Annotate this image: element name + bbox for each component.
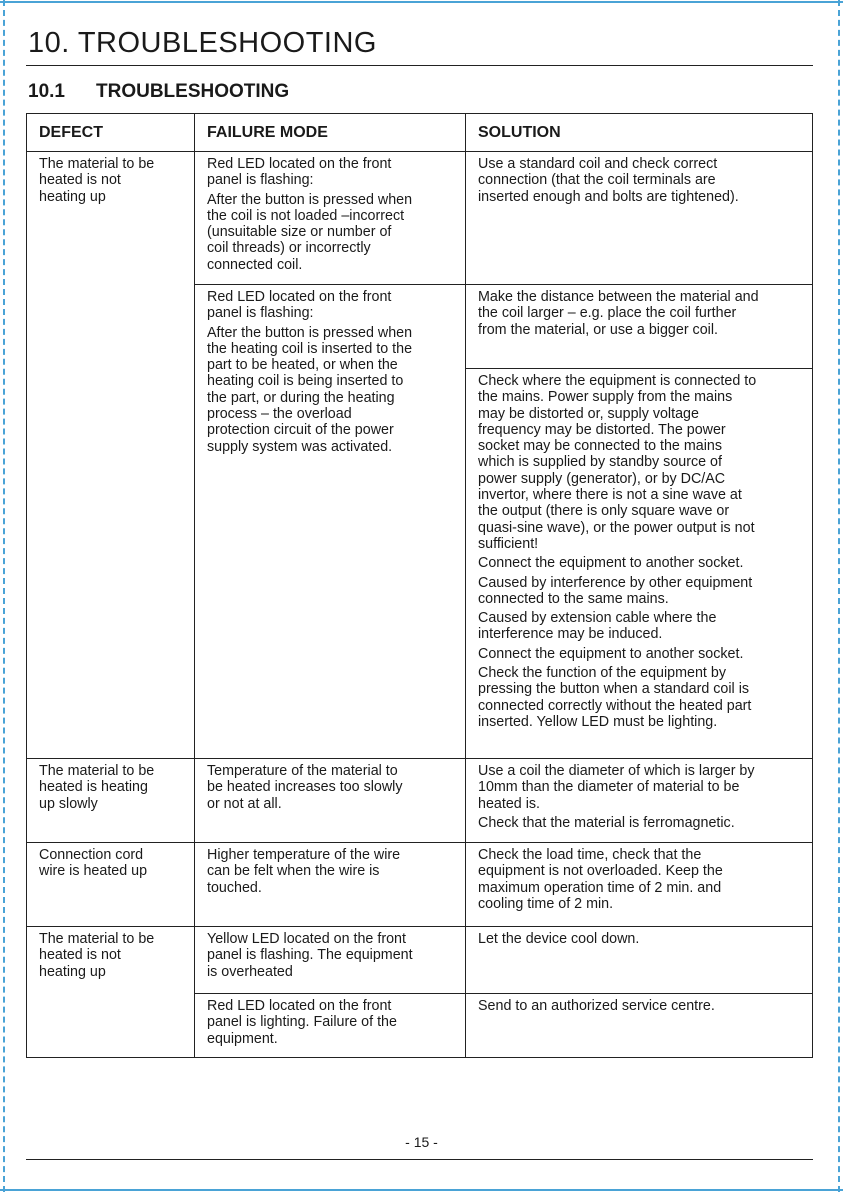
column-header-solution: SOLUTION bbox=[466, 114, 813, 152]
text-line: Use a standard coil and check correct bbox=[478, 156, 718, 172]
solution-text bbox=[478, 610, 806, 643]
defect-cell bbox=[27, 152, 195, 759]
text-line: The material to be bbox=[39, 931, 155, 947]
text-line: Check the function of the equipment by bbox=[478, 665, 726, 682]
solution-text bbox=[478, 847, 806, 912]
troubleshooting-table bbox=[26, 113, 813, 1058]
text-line: from the material, or use a bigger coil. bbox=[478, 321, 718, 338]
text-line: the mains. Power supply from the mains bbox=[478, 389, 733, 406]
text-line: part to be heated, or when the bbox=[207, 357, 398, 374]
text-line: supply system was activated. bbox=[207, 438, 393, 455]
failure-text bbox=[207, 998, 459, 1047]
section-heading bbox=[28, 81, 289, 103]
text-line: After the button is pressed when bbox=[207, 191, 413, 208]
failure-cell bbox=[195, 152, 466, 285]
table-row bbox=[27, 152, 813, 285]
solution-text bbox=[478, 156, 806, 205]
text-line: Red LED located on the front bbox=[207, 289, 392, 305]
text-line: the heating coil is inserted to the bbox=[207, 340, 413, 357]
solution-text bbox=[478, 373, 806, 552]
text-line: (unsuitable size or number of bbox=[207, 224, 392, 241]
defect-cell bbox=[27, 927, 195, 1058]
defect-text bbox=[39, 847, 188, 880]
page-edge-left bbox=[3, 0, 5, 1192]
text-line: heating coil is being inserted to bbox=[207, 373, 404, 390]
text-line: connection (that the coil terminals are bbox=[478, 172, 716, 189]
text-line: panel is lighting. Failure of the bbox=[207, 1014, 397, 1031]
solution-text bbox=[478, 555, 806, 571]
text-line: the output (there is only square wave or bbox=[478, 503, 730, 520]
text-line: may be distorted or, supply voltage bbox=[478, 405, 699, 422]
text-line: is overheated bbox=[207, 963, 293, 980]
text-line: panel is flashing. The equipment bbox=[207, 947, 413, 964]
text-line: heated is heating bbox=[39, 779, 148, 796]
failure-text bbox=[207, 192, 459, 273]
text-line: Let the device cool down. bbox=[478, 931, 640, 947]
section-title: TROUBLESHOOTING bbox=[96, 81, 290, 102]
failure-cell bbox=[195, 759, 466, 843]
text-line: Red LED located on the front bbox=[207, 998, 392, 1014]
text-line: pressing the button when a standard coil is bbox=[478, 681, 750, 698]
text-line: connected to the same mains. bbox=[478, 590, 669, 607]
footer-divider bbox=[26, 1159, 813, 1160]
table-row bbox=[27, 759, 813, 843]
page-edge-top bbox=[0, 1, 843, 3]
failure-text bbox=[207, 763, 459, 812]
text-line: maximum operation time of 2 min. and bbox=[478, 879, 722, 896]
text-line: After the button is pressed when bbox=[207, 324, 413, 341]
title-divider bbox=[26, 65, 813, 66]
text-line: heated is not bbox=[39, 947, 121, 964]
text-line: Check the load time, check that the bbox=[478, 847, 702, 863]
text-line: coil threads) or incorrectly bbox=[207, 240, 371, 257]
text-line: the coil larger – e.g. place the coil further bbox=[478, 305, 737, 322]
text-line: invertor, where there is not a sine wave at bbox=[478, 487, 742, 504]
text-line: heating up bbox=[39, 188, 106, 205]
solution-text bbox=[478, 815, 806, 831]
solution-text bbox=[478, 931, 806, 947]
text-line: wire is heated up bbox=[39, 863, 148, 880]
solution-cell bbox=[466, 994, 813, 1058]
table-row bbox=[27, 927, 813, 994]
text-line: protection circuit of the power bbox=[207, 422, 394, 439]
text-line: can be felt when the wire is bbox=[207, 863, 380, 880]
defect-cell bbox=[27, 843, 195, 927]
text-line: Check where the equipment is connected to bbox=[478, 373, 757, 389]
text-line: power supply (generator), or by DC/AC bbox=[478, 470, 726, 487]
text-line: frequency may be distorted. The power bbox=[478, 421, 726, 438]
text-line: quasi-sine wave), or the power output is not bbox=[478, 519, 755, 536]
solution-text bbox=[478, 646, 806, 662]
defect-text bbox=[39, 931, 188, 980]
text-line: Connect the equipment to another socket. bbox=[478, 555, 744, 572]
text-line: socket may be connected to the mains bbox=[478, 438, 722, 455]
text-line: cooling time of 2 min. bbox=[478, 895, 614, 912]
solution-text bbox=[478, 575, 806, 608]
text-line: Temperature of the material to bbox=[207, 763, 398, 779]
text-line: inserted enough and bolts are tightened). bbox=[478, 188, 739, 205]
text-line: Use a coil the diameter of which is larger by bbox=[478, 763, 755, 779]
chapter-title: 10. TROUBLESHOOTING bbox=[28, 27, 377, 59]
column-header-defect: DEFECT bbox=[27, 114, 195, 152]
text-line: Connect the equipment to another socket. bbox=[478, 645, 744, 662]
text-line: Check that the material is ferromagnetic. bbox=[478, 814, 735, 831]
text-line: inserted. Yellow LED must be lighting. bbox=[478, 713, 718, 730]
solution-cell bbox=[466, 369, 813, 759]
text-line: process – the overload bbox=[207, 406, 352, 423]
solution-cell bbox=[466, 759, 813, 843]
page-edge-bottom bbox=[0, 1189, 843, 1191]
text-line: The material to be bbox=[39, 763, 155, 779]
solution-cell bbox=[466, 152, 813, 285]
failure-cell bbox=[195, 994, 466, 1058]
text-line: the coil is not loaded –incorrect bbox=[207, 207, 405, 224]
text-line: the part, or during the heating bbox=[207, 389, 395, 406]
text-line: Caused by interference by other equipment bbox=[478, 574, 753, 591]
text-line: heating up bbox=[39, 963, 106, 980]
text-line: Higher temperature of the wire bbox=[207, 847, 401, 863]
text-line: Caused by extension cable where the bbox=[478, 610, 717, 627]
text-line: sufficient! bbox=[478, 535, 539, 552]
text-line: Yellow LED located on the front bbox=[207, 931, 406, 947]
text-line: 10mm than the diameter of material to be bbox=[478, 779, 740, 796]
solution-text bbox=[478, 289, 806, 338]
failure-text bbox=[207, 847, 459, 896]
text-line: connected correctly without the heated part bbox=[478, 697, 752, 714]
text-line: be heated increases too slowly bbox=[207, 779, 403, 796]
failure-cell bbox=[195, 843, 466, 927]
text-line: panel is flashing: bbox=[207, 305, 314, 322]
text-line: touched. bbox=[207, 879, 262, 896]
text-line: The material to be bbox=[39, 156, 155, 172]
text-line: equipment. bbox=[207, 1030, 278, 1047]
text-line: up slowly bbox=[39, 795, 98, 812]
solution-text bbox=[478, 998, 806, 1014]
text-line: Send to an authorized service centre. bbox=[478, 998, 715, 1014]
text-line: equipment is not overloaded. Keep the bbox=[478, 863, 723, 880]
text-line: connected coil. bbox=[207, 256, 303, 273]
text-line: or not at all. bbox=[207, 795, 282, 812]
failure-cell bbox=[195, 927, 466, 994]
failure-cell bbox=[195, 285, 466, 759]
failure-text bbox=[207, 156, 459, 189]
defect-text bbox=[39, 156, 188, 205]
table-header-row bbox=[27, 114, 813, 152]
defect-cell bbox=[27, 759, 195, 843]
solution-cell bbox=[466, 285, 813, 369]
page-number: - 15 - bbox=[405, 1134, 438, 1150]
section-number: 10.1 bbox=[28, 81, 65, 102]
failure-text bbox=[207, 289, 459, 322]
solution-cell bbox=[466, 843, 813, 927]
text-line: Connection cord bbox=[39, 847, 144, 863]
column-header-failure-mode: FAILURE MODE bbox=[195, 114, 466, 152]
page-edge-right bbox=[838, 0, 840, 1192]
solution-cell bbox=[466, 927, 813, 994]
text-line: Red LED located on the front bbox=[207, 156, 392, 172]
failure-text bbox=[207, 931, 459, 980]
solution-text bbox=[478, 763, 806, 812]
text-line: heated is. bbox=[478, 795, 540, 812]
text-line: panel is flashing: bbox=[207, 172, 314, 189]
solution-text bbox=[478, 665, 806, 730]
text-line: interference may be induced. bbox=[478, 626, 663, 643]
defect-text bbox=[39, 763, 188, 812]
text-line: heated is not bbox=[39, 172, 121, 189]
text-line: Make the distance between the material and bbox=[478, 289, 759, 305]
table-row bbox=[27, 843, 813, 927]
text-line: which is supplied by standby source of bbox=[478, 454, 722, 471]
failure-text bbox=[207, 325, 459, 455]
